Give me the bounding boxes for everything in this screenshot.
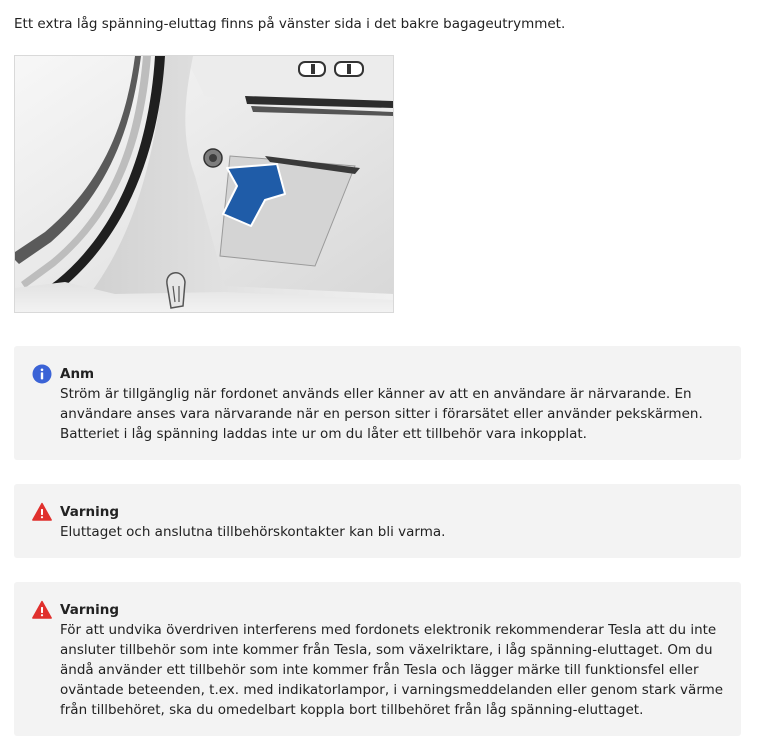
warning-title: Varning	[60, 504, 119, 520]
warning-icon	[32, 502, 52, 522]
info-icon	[32, 364, 52, 384]
note-callout	[14, 346, 741, 460]
warning-icon	[32, 600, 52, 620]
warning-callout	[14, 582, 741, 736]
warning-callout	[14, 484, 741, 558]
note-body: Ström är tillgänglig när fordonet används eller känner av att en användare är närvarande. En användare anses vara närvarande när en person sitter i förarsätet eller använder pekskärmen. Batteriet i låg spänning laddas inte ur om du låter ett tillbehör vara inkopplat.	[60, 386, 703, 442]
intro-text: Ett extra låg spänning-eluttag finns på vänster sida i det bakre bagageutrymmet.	[14, 16, 566, 32]
warning-title: Varning	[60, 602, 119, 618]
note-title: Anm	[60, 366, 95, 382]
warning-body: Eluttaget och anslutna tillbehörskontakter kan bli varma.	[60, 524, 446, 540]
trunk-outlet-illustration	[14, 55, 394, 313]
warning-body: För att undvika överdriven interferens med fordonets elektronik rekommenderar Tesla att du inte ansluter tillbehör som inte kommer från Tesla, som växelriktare, i låg spänning-eluttaget. Om du ändå använder ett tillbehör som inte kommer från Tesla och lägger märke till funktionsfel eller oväntade beteenden, t.ex. med indikatorlampor, i varningsmeddelanden eller genom stark värme från tillbehöret, ska du omedelbart koppla bort tillbehöret från låg spänning-eluttaget.	[60, 622, 724, 718]
